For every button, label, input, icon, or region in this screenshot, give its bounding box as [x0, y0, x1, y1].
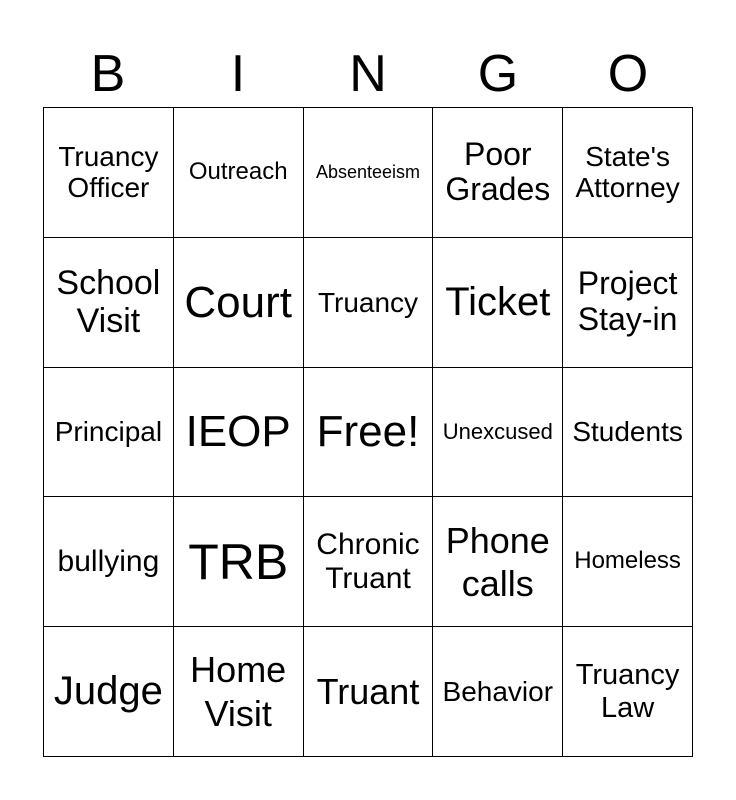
bingo-cell[interactable]: [44, 497, 174, 627]
header-letter-n: N: [349, 45, 387, 103]
bingo-cell[interactable]: [44, 368, 174, 498]
header-letter-g: G: [477, 45, 519, 103]
bingo-cell[interactable]: [174, 108, 304, 238]
cell-label: Project Stay-in: [577, 265, 678, 338]
cell-label: Home Visit: [190, 649, 287, 734]
bingo-header: [43, 40, 693, 108]
cell-label: Absenteeism: [315, 162, 421, 183]
header-letter-o: O: [607, 45, 649, 103]
cell-label: Free!: [316, 407, 420, 457]
bingo-cell[interactable]: [174, 368, 304, 498]
bingo-cell[interactable]: [304, 238, 434, 368]
cell-label: Homeless: [574, 547, 681, 575]
bingo-cell[interactable]: [433, 497, 563, 627]
cell-label: Principal: [54, 416, 163, 448]
cell-label: Ticket: [445, 279, 551, 324]
cell-label: Truant: [316, 671, 420, 712]
bingo-cell[interactable]: [433, 108, 563, 238]
cell-label: State's Attorney: [575, 141, 680, 204]
bingo-cell[interactable]: [44, 238, 174, 368]
bingo-cell[interactable]: [563, 108, 693, 238]
bingo-cell[interactable]: [563, 238, 693, 368]
bingo-cell[interactable]: [174, 497, 304, 627]
cell-label: Phone calls: [445, 519, 550, 604]
cell-label: Chronic Truant: [316, 528, 420, 595]
cell-label: IEOP: [185, 407, 291, 457]
bingo-cell[interactable]: [44, 108, 174, 238]
cell-label: Truancy: [317, 286, 419, 318]
bingo-cell[interactable]: [433, 368, 563, 498]
cell-label: bullying: [57, 544, 160, 578]
free-space[interactable]: [304, 368, 434, 498]
bingo-cell[interactable]: [433, 627, 563, 757]
bingo-cell[interactable]: [563, 627, 693, 757]
header-letter-i: I: [230, 45, 246, 103]
cell-label: Outreach: [188, 157, 288, 185]
cell-label: Judge: [53, 669, 163, 714]
bingo-cell[interactable]: [563, 368, 693, 498]
cell-label: Truancy Law: [575, 659, 680, 724]
bingo-cell[interactable]: [174, 238, 304, 368]
cell-label: TRB: [188, 533, 289, 590]
bingo-cell[interactable]: [433, 238, 563, 368]
bingo-board: [43, 107, 693, 757]
bingo-cell[interactable]: [44, 627, 174, 757]
cell-label: Unexcused: [442, 418, 553, 444]
cell-label: School Visit: [56, 264, 161, 341]
bingo-cell[interactable]: [304, 497, 434, 627]
cell-label: Poor Grades: [445, 135, 551, 208]
cell-label: Court: [184, 277, 292, 327]
cell-label: Truancy Officer: [58, 141, 159, 204]
bingo-cell[interactable]: [304, 108, 434, 238]
bingo-cell[interactable]: [563, 497, 693, 627]
cell-label: Behavior: [442, 675, 554, 707]
cell-label: Students: [572, 416, 683, 448]
bingo-cell[interactable]: [174, 627, 304, 757]
header-letter-b: B: [90, 45, 126, 103]
bingo-cell[interactable]: [304, 627, 434, 757]
